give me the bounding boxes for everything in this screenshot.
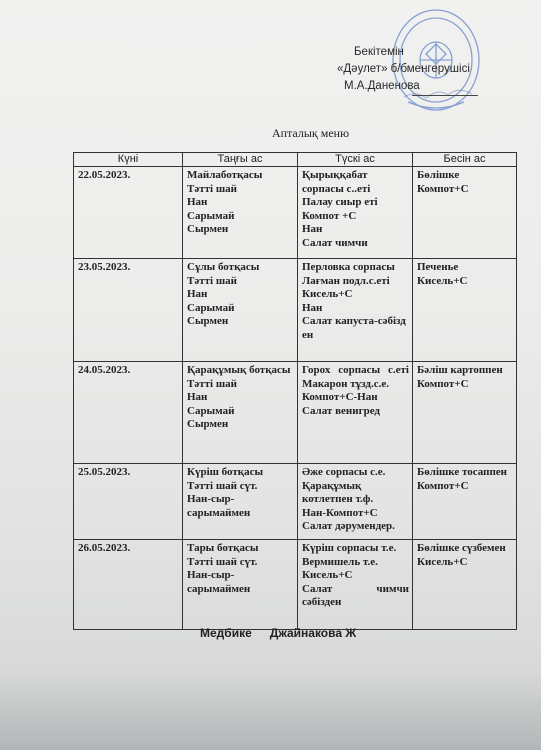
menu-item: Нан-сыр-сарымаймен	[187, 493, 251, 519]
page-title	[0, 126, 541, 141]
cell-snack	[413, 464, 517, 540]
menu-item: Палау сиыр еті	[302, 196, 378, 208]
menu-item: Салат венигред	[302, 404, 380, 417]
menu-table	[73, 152, 517, 630]
cell-snack	[413, 259, 517, 362]
approval-line-3: М.А.Даненова	[344, 80, 420, 92]
menu-item: Сырмен	[187, 223, 229, 235]
approval-line-1: Бекітемін	[354, 46, 404, 58]
menu-item: Сырмен	[187, 418, 229, 430]
menu-item: Компот+С	[417, 479, 469, 492]
cell-lunch	[298, 464, 413, 540]
menu-item: Салат чимчи	[302, 236, 368, 249]
menu-item: Күріш сорпасы т.е.	[302, 542, 397, 554]
menu-item: Тәтті шай сүт.	[187, 555, 258, 568]
menu-item: Тәтті шай сүт.	[187, 479, 258, 492]
menu-item: Салат капуста-сәбізден	[302, 315, 406, 341]
menu-item: Нан	[187, 196, 208, 208]
menu-item: Тәтті шай	[187, 274, 237, 287]
menu-item: Қырыққабат сорпасы с..еті	[302, 169, 371, 195]
header-breakfast: Таңғы ас	[183, 153, 298, 167]
menu-item: Нан-Компот+С	[302, 506, 378, 519]
table-header-row	[74, 153, 517, 167]
table-row	[74, 464, 517, 540]
menu-item: Сарымай	[187, 404, 235, 417]
menu-item: Бөлішке тосаппен	[417, 466, 508, 478]
menu-item: Кисель+С	[302, 569, 353, 581]
menu-item: Нан	[187, 288, 208, 300]
cell-date: 26.05.2023.	[74, 540, 183, 630]
table-row	[74, 362, 517, 464]
header-lunch: Түскі ас	[298, 153, 413, 167]
approval-line-2: «Дәулет» б/бменгерушісі	[337, 63, 470, 75]
cell-breakfast	[183, 167, 298, 259]
menu-item: Тәтті шай	[187, 182, 237, 195]
cell-lunch	[298, 540, 413, 630]
menu-item: Күріш ботқасы	[187, 466, 264, 478]
menu-item: Компот+С	[417, 182, 469, 195]
menu-item: Нан	[302, 301, 323, 314]
menu-item: Кисель+С	[302, 288, 353, 300]
menu-item: Кисель+С	[417, 555, 468, 568]
cell-lunch	[298, 167, 413, 259]
menu-item: Компот+С-Нан	[302, 391, 378, 403]
cell-breakfast	[183, 362, 298, 464]
menu-item: Перловка сорпасы	[302, 261, 395, 273]
menu-item: Әже сорпасы с.е.	[302, 466, 386, 478]
menu-item: Бөлішке	[417, 169, 460, 181]
table-row	[74, 167, 517, 259]
header-snack: Бесін ас	[413, 153, 517, 167]
menu-item: Сарымай	[187, 209, 235, 222]
menu-item: Қарақұмық котлетпен т.ф.	[302, 479, 374, 505]
menu-item: Сарымай	[187, 301, 235, 314]
menu-item: Салат чимчи сәбізден	[302, 582, 409, 608]
title-text: Апталық меню	[271, 126, 350, 140]
cell-breakfast	[183, 259, 298, 362]
menu-item: Салат дәрумендер.	[302, 520, 395, 532]
cell-date: 25.05.2023.	[74, 464, 183, 540]
footer-name: Джайнакова Ж	[269, 626, 357, 640]
menu-item: Сұлы ботқасы	[187, 261, 260, 273]
signature-line	[412, 95, 478, 96]
footer-role: Медбике	[200, 626, 252, 640]
cell-lunch	[298, 259, 413, 362]
table-row	[74, 259, 517, 362]
cell-date: 24.05.2023.	[74, 362, 183, 464]
menu-item: Вермишель т.е.	[302, 555, 378, 568]
menu-item: Кисель+С	[417, 274, 468, 287]
menu-item: Макарон тұзд.с.е.	[302, 377, 389, 390]
menu-item: Горох сорпасы с.еті	[302, 364, 409, 376]
cell-lunch	[298, 362, 413, 464]
approval-block	[337, 44, 470, 95]
table-row	[74, 540, 517, 630]
menu-item: Нан	[302, 223, 323, 235]
menu-item: Лағман подл.с.еті	[302, 274, 390, 287]
menu-item: Майлаботқасы	[187, 169, 263, 181]
menu-item: Печенье	[417, 261, 459, 273]
menu-item: Бөлішке сүзбемен	[417, 542, 506, 554]
cell-breakfast	[183, 464, 298, 540]
cell-snack	[413, 362, 517, 464]
cell-date: 23.05.2023.	[74, 259, 183, 362]
header-date: Күні	[74, 153, 183, 167]
menu-item: Тары ботқасы	[187, 542, 259, 554]
page-shadow	[0, 672, 541, 750]
menu-item: Тәтті шай	[187, 377, 237, 390]
menu-item: Нан-сыр-сарымаймен	[187, 569, 251, 595]
menu-item: Қарақұмық ботқасы	[187, 364, 291, 376]
menu-item: Нан	[187, 391, 208, 403]
footer-signature	[200, 626, 356, 640]
menu-item: Бәліш картоппен	[417, 364, 503, 376]
menu-item: Компот +С	[302, 209, 357, 222]
cell-date: 22.05.2023.	[74, 167, 183, 259]
cell-snack	[413, 167, 517, 259]
cell-breakfast	[183, 540, 298, 630]
menu-item: Компот+С	[417, 377, 469, 390]
menu-item: Сырмен	[187, 315, 229, 327]
cell-snack	[413, 540, 517, 630]
